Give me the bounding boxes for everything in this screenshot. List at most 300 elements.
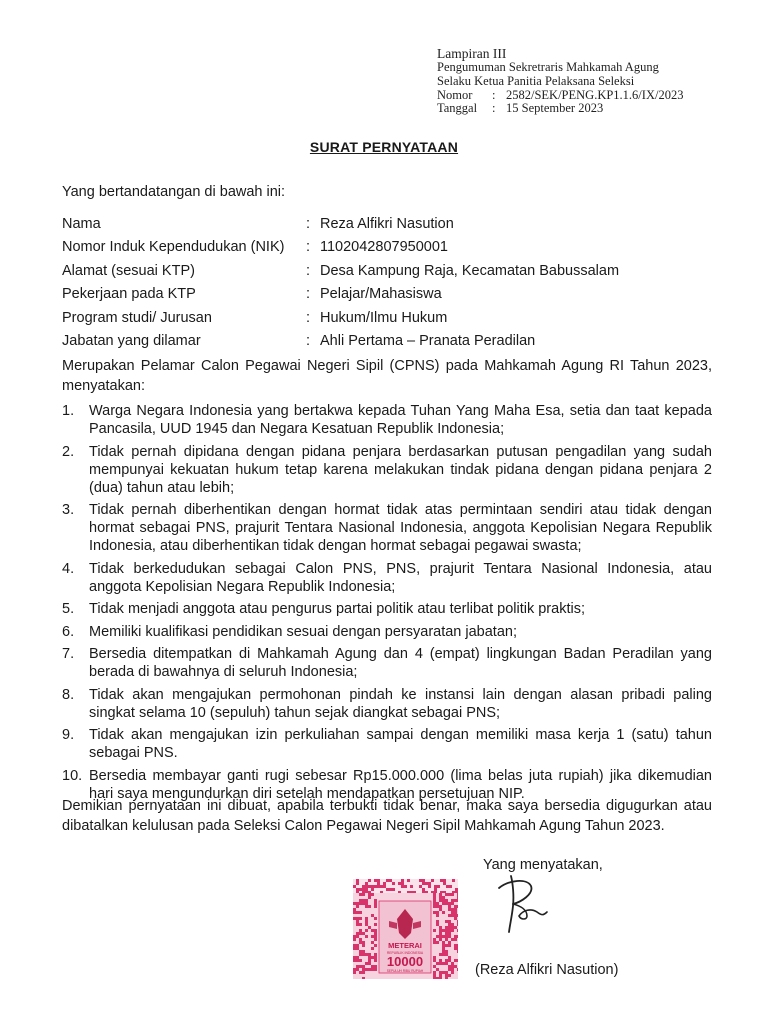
qr-cell xyxy=(448,929,451,932)
qr-cell xyxy=(368,926,371,929)
qr-cell xyxy=(442,911,445,914)
qr-cell xyxy=(401,879,404,882)
qr-cell xyxy=(442,929,445,932)
qr-cell xyxy=(365,953,368,956)
qr-cell xyxy=(359,938,362,941)
qr-cell xyxy=(374,879,377,882)
item-number: 6. xyxy=(62,623,75,640)
qr-cell xyxy=(433,902,436,905)
qr-cell xyxy=(454,905,457,908)
qr-cell xyxy=(371,947,374,950)
qr-cell xyxy=(442,896,445,899)
qr-cell xyxy=(368,956,371,959)
item-text: Tidak pernah dipidana dengan pidana penjara berdasarkan putusan pengadilan yang sudah mempunyai kekuatan hukum tetap karena melakukan tindak pidana dengan pidana penjara 2 (dua) tahun atau lebih; xyxy=(89,443,712,496)
item-text: Bersedia membayar ganti rugi sebesar Rp15.000.000 (lima belas juta rupiah) jika dikemudian hari saya mengundurkan diri setelah mendapatkan persetujuan NIP. xyxy=(89,767,712,802)
qr-cell xyxy=(410,885,413,888)
qr-cell xyxy=(356,923,359,926)
list-item xyxy=(62,501,712,555)
qr-cell xyxy=(353,938,356,941)
qr-cell xyxy=(356,902,359,905)
qr-cell xyxy=(433,911,436,914)
qr-cell xyxy=(356,968,359,971)
qr-cell xyxy=(433,938,436,941)
qr-cell xyxy=(365,899,368,902)
meterai-body xyxy=(353,893,458,979)
qr-cell xyxy=(442,953,445,956)
qr-cell xyxy=(359,917,362,920)
qr-cell xyxy=(383,885,386,888)
item-text: Memiliki kualifikasi pendidikan sesuai dengan persyaratan jabatan; xyxy=(89,623,517,640)
item-number: 10. xyxy=(62,767,83,784)
qr-cell xyxy=(374,885,377,888)
qr-cell xyxy=(436,911,439,914)
qr-cell xyxy=(439,971,442,974)
qr-cell xyxy=(436,935,439,938)
qr-cell xyxy=(457,935,458,938)
item-text: Tidak pernah diberhentikan dengan hormat tidak atas permintaan sendiri atau tidak dengan hormat sebagai PNS, prajurit Tentara Nasional Indonesia, anggota Kepolisian Negara Republik Indonesia, atau diberhentikan tidak dengan hormat sebagai pegawai swasta; xyxy=(89,502,712,554)
qr-cell xyxy=(442,902,445,905)
field-row-program-studi xyxy=(62,306,619,330)
list-item xyxy=(62,686,712,722)
qr-cell xyxy=(436,968,439,971)
lampiran-heading: Lampiran III xyxy=(437,46,507,61)
qr-cell xyxy=(451,908,454,911)
qr-cell xyxy=(457,950,458,953)
qr-cell xyxy=(445,929,448,932)
qr-cell xyxy=(445,950,448,953)
qr-cell xyxy=(454,959,457,962)
field-row-alamat xyxy=(62,259,619,283)
field-label: Alamat (sesuai KTP) xyxy=(62,262,195,279)
qr-cell xyxy=(362,893,365,896)
qr-cell xyxy=(433,899,436,902)
qr-cell xyxy=(437,885,440,888)
qr-cell xyxy=(439,893,442,896)
qr-cell xyxy=(451,938,454,941)
qr-cell xyxy=(428,885,431,888)
qr-cell xyxy=(445,944,448,947)
qr-cell xyxy=(359,971,362,974)
qr-cell xyxy=(439,974,442,977)
item-number: 7. xyxy=(62,646,75,662)
qr-cell xyxy=(365,917,368,920)
qr-cell xyxy=(448,965,451,968)
qr-cell xyxy=(446,885,449,888)
qr-cell xyxy=(436,962,439,965)
item-text: Tidak berkedudukan sebagai Calon PNS, PNS, prajurit Tentara Nasional Indonesia, atau anggota Kepolisian Negara Republik Indonesia; xyxy=(89,560,712,595)
qr-cell xyxy=(439,926,442,929)
qr-cell xyxy=(448,902,451,905)
qr-cell xyxy=(422,879,425,882)
qr-cell xyxy=(439,932,442,935)
qr-cell xyxy=(445,977,448,979)
qr-cell xyxy=(371,893,374,896)
qr-cell xyxy=(392,888,395,891)
qr-cell xyxy=(454,935,457,938)
qr-cell xyxy=(436,977,439,979)
qr-cell xyxy=(362,902,365,905)
meterai-amount: 10000 xyxy=(386,954,424,969)
qr-cell xyxy=(374,935,377,938)
qr-cell xyxy=(359,941,362,944)
qr-cell xyxy=(356,917,359,920)
qr-cell xyxy=(353,944,356,947)
qr-cell xyxy=(455,888,458,891)
qr-cell xyxy=(445,935,448,938)
lampiran-tanggal-row xyxy=(437,102,757,116)
qr-cell xyxy=(448,959,451,962)
qr-cell xyxy=(439,959,442,962)
qr-cell xyxy=(419,885,422,888)
qr-cell xyxy=(371,885,374,888)
meterai-subtext: REPUBLIK INDONESIA xyxy=(386,951,424,955)
field-colon: : xyxy=(306,215,311,232)
field-label: Nomor Induk Kependudukan (NIK) xyxy=(62,239,285,256)
qr-cell xyxy=(436,941,439,944)
item-text: Tidak menjadi anggota atau pengurus partai politik atau terlibat politik praktis; xyxy=(89,601,585,617)
qr-cell xyxy=(454,911,457,914)
field-row-jabatan xyxy=(62,330,619,354)
qr-cell xyxy=(365,968,368,971)
qr-cell xyxy=(448,974,451,977)
item-number: 3. xyxy=(62,502,75,518)
field-label: Program studi/ Jurusan xyxy=(62,309,212,326)
qr-cell xyxy=(452,879,455,882)
item-text: Bersedia ditempatkan di Mahkamah Agung dan 4 (empat) lingkungan Badan Peradilan yang berada di bawahnya di seluruh Indonesia; xyxy=(89,646,712,680)
qr-cell xyxy=(457,914,458,917)
qr-cell xyxy=(445,953,448,956)
qr-cell xyxy=(359,888,362,891)
qr-cell xyxy=(436,905,439,908)
lampiran-line-1: Pengumuman Sekretraris Mahkamah Agung xyxy=(437,60,659,74)
field-label: Nama xyxy=(62,215,101,232)
field-row-nama xyxy=(62,212,619,236)
qr-cell xyxy=(436,902,439,905)
qr-cell xyxy=(356,920,359,923)
nomor-value: 2582/SEK/PENG.KP1.1.6/IX/2023 xyxy=(506,87,684,102)
qr-cell xyxy=(362,968,365,971)
qr-cell xyxy=(445,899,448,902)
qr-cell xyxy=(449,885,452,888)
qr-cell xyxy=(448,905,451,908)
list-item xyxy=(62,600,712,618)
qr-cell xyxy=(451,911,454,914)
qr-cell xyxy=(356,905,359,908)
qr-cell xyxy=(356,956,359,959)
qr-cell xyxy=(443,882,446,885)
signer-label: Yang menyatakan, xyxy=(483,857,603,873)
qr-cell xyxy=(454,914,457,917)
document-title: SURAT PERNYATAAN xyxy=(309,139,459,155)
qr-cell xyxy=(439,935,442,938)
qr-cell xyxy=(401,882,404,885)
qr-cell xyxy=(374,968,377,971)
qr-cell xyxy=(439,899,442,902)
qr-cell xyxy=(374,965,377,968)
qr-cell xyxy=(389,879,392,882)
qr-cell xyxy=(454,899,457,902)
qr-cell xyxy=(365,882,368,885)
qr-cell xyxy=(451,902,454,905)
qr-cell xyxy=(448,968,451,971)
qr-cell xyxy=(445,971,448,974)
statement-list xyxy=(62,402,712,807)
qr-cell xyxy=(457,947,458,950)
qr-cell xyxy=(433,956,436,959)
qr-cell xyxy=(442,944,445,947)
qr-cell xyxy=(436,920,439,923)
qr-cell xyxy=(374,917,377,920)
qr-cell xyxy=(451,929,454,932)
qr-cell xyxy=(443,879,446,882)
qr-cell xyxy=(368,896,371,899)
lampiran-block xyxy=(437,46,757,116)
list-item xyxy=(62,645,712,681)
signer-name: (Reza Alfikri Nasution) xyxy=(475,962,619,978)
qr-cell xyxy=(445,962,448,965)
qr-cell xyxy=(359,893,362,896)
qr-cell xyxy=(433,971,436,974)
qr-cell xyxy=(445,893,448,896)
qr-cell xyxy=(389,888,392,891)
qr-cell xyxy=(359,902,362,905)
qr-cell xyxy=(442,950,445,953)
qr-cell xyxy=(451,968,454,971)
qr-cell xyxy=(353,956,356,959)
qr-cell xyxy=(371,956,374,959)
qr-cell xyxy=(404,885,407,888)
qr-cell xyxy=(362,950,365,953)
list-item xyxy=(62,560,712,596)
qr-cell xyxy=(374,956,377,959)
qr-cell xyxy=(362,941,365,944)
qr-cell xyxy=(425,882,428,885)
qr-cell xyxy=(445,902,448,905)
qr-cell xyxy=(442,971,445,974)
qr-cell xyxy=(407,879,410,882)
qr-cell xyxy=(371,914,374,917)
qr-cell xyxy=(353,911,356,914)
qr-cell xyxy=(365,929,368,932)
nomor-colon: : xyxy=(492,87,496,102)
qr-cell xyxy=(359,950,362,953)
item-number: 5. xyxy=(62,601,75,617)
qr-cell xyxy=(371,968,374,971)
qr-cell xyxy=(374,932,377,935)
qr-cell xyxy=(448,908,451,911)
field-value: Hukum/Ilmu Hukum xyxy=(320,309,448,326)
qr-cell xyxy=(374,902,377,905)
qr-cell xyxy=(433,929,436,932)
qr-cell xyxy=(374,959,377,962)
qr-cell xyxy=(457,959,458,962)
qr-cell xyxy=(454,947,457,950)
qr-cell xyxy=(362,899,365,902)
qr-cell xyxy=(445,974,448,977)
qr-cell xyxy=(454,944,457,947)
qr-cell xyxy=(359,953,362,956)
tanggal-value: 15 September 2023 xyxy=(506,101,604,116)
qr-cell xyxy=(353,971,356,974)
qr-cell xyxy=(356,932,359,935)
qr-cell xyxy=(434,888,437,891)
qr-cell xyxy=(365,888,368,891)
qr-cell xyxy=(445,959,448,962)
qr-cell xyxy=(439,905,442,908)
qr-cell xyxy=(448,923,451,926)
qr-cell xyxy=(368,959,371,962)
qr-cell xyxy=(353,935,356,938)
qr-cell xyxy=(356,882,359,885)
qr-cell xyxy=(374,929,377,932)
qr-cell xyxy=(454,965,457,968)
qr-cell xyxy=(439,977,442,979)
item-number: 2. xyxy=(62,443,75,460)
qr-cell xyxy=(436,923,439,926)
qr-cell xyxy=(386,879,389,882)
qr-cell xyxy=(398,882,401,885)
qr-cell xyxy=(448,932,451,935)
qr-cell xyxy=(448,944,451,947)
qr-cell xyxy=(448,893,451,896)
meterai-amount-sub: SEPULUH RIBU RUPIAH xyxy=(386,969,424,973)
qr-cell xyxy=(439,896,442,899)
qr-cell xyxy=(365,962,368,965)
qr-cell xyxy=(457,944,458,947)
qr-cell xyxy=(451,971,454,974)
qr-cell xyxy=(445,932,448,935)
signature-image xyxy=(497,872,557,934)
qr-cell xyxy=(368,893,371,896)
qr-cell xyxy=(380,885,383,888)
qr-cell xyxy=(359,923,362,926)
qr-cell xyxy=(365,935,368,938)
qr-cell xyxy=(356,947,359,950)
qr-cell xyxy=(442,941,445,944)
qr-cell xyxy=(442,899,445,902)
qr-cell xyxy=(374,938,377,941)
list-item xyxy=(62,726,712,762)
qr-cell xyxy=(451,923,454,926)
qr-cell xyxy=(392,882,395,885)
qr-cell xyxy=(359,911,362,914)
identity-fields xyxy=(62,212,619,353)
field-value: Pelajar/Mahasiswa xyxy=(320,286,442,303)
qr-cell xyxy=(448,935,451,938)
lampiran-nomor-row xyxy=(437,89,757,103)
qr-cell xyxy=(365,920,368,923)
qr-cell xyxy=(439,953,442,956)
qr-cell xyxy=(371,929,374,932)
qr-cell xyxy=(454,926,457,929)
qr-cell xyxy=(368,968,371,971)
meterai-label: METERAI xyxy=(388,941,422,950)
qr-cell xyxy=(439,908,442,911)
qr-cell xyxy=(359,965,362,968)
qr-cell xyxy=(353,959,356,962)
qr-cell xyxy=(433,959,436,962)
qr-cell xyxy=(359,929,362,932)
qr-cell xyxy=(433,893,436,896)
qr-cell xyxy=(365,923,368,926)
qr-cell xyxy=(433,974,436,977)
qr-cell xyxy=(359,932,362,935)
qr-cell xyxy=(368,953,371,956)
list-item xyxy=(62,402,712,438)
qr-cell xyxy=(439,962,442,965)
field-row-pekerjaan xyxy=(62,283,619,307)
qr-cell xyxy=(419,879,422,882)
description-paragraph: Merupakan Pelamar Calon Pegawai Negeri Sipil (CPNS) pada Mahkamah Agung RI Tahun 2023, menyatakan: xyxy=(62,358,712,394)
qr-cell xyxy=(356,944,359,947)
qr-cell xyxy=(365,885,368,888)
qr-cell xyxy=(440,879,443,882)
qr-cell xyxy=(448,926,451,929)
qr-cell xyxy=(448,956,451,959)
qr-cell xyxy=(374,899,377,902)
qr-cell xyxy=(368,905,371,908)
field-colon: : xyxy=(306,333,311,350)
list-item xyxy=(62,443,712,497)
qr-cell xyxy=(374,905,377,908)
qr-cell xyxy=(356,911,359,914)
qr-cell xyxy=(362,965,365,968)
qr-cell xyxy=(362,971,365,974)
qr-cell xyxy=(356,959,359,962)
qr-cell xyxy=(401,885,404,888)
field-colon: : xyxy=(306,286,311,303)
qr-cell xyxy=(386,888,389,891)
qr-cell xyxy=(457,968,458,971)
item-text: Warga Negara Indonesia yang bertakwa kepada Tuhan Yang Maha Esa, setia dan taat kepada Pancasila, UUD 1945 dan Negara Kesatuan Republik Indonesia; xyxy=(89,403,712,437)
qr-cell xyxy=(353,968,356,971)
qr-cell xyxy=(448,914,451,917)
qr-cell xyxy=(371,935,374,938)
qr-cell xyxy=(353,885,356,888)
qr-cell xyxy=(362,885,365,888)
field-value: 1102042807950001 xyxy=(320,239,448,256)
qr-cell xyxy=(374,944,377,947)
qr-cell xyxy=(433,977,436,979)
qr-cell xyxy=(457,920,458,923)
qr-cell xyxy=(371,965,374,968)
qr-cell xyxy=(377,882,380,885)
qr-cell xyxy=(368,885,371,888)
field-colon: : xyxy=(306,262,311,279)
qr-cell xyxy=(448,941,451,944)
qr-cell xyxy=(451,926,454,929)
qr-cell xyxy=(439,929,442,932)
qr-cell xyxy=(374,953,377,956)
field-value: Reza Alfikri Nasution xyxy=(320,215,454,232)
qr-cell xyxy=(457,893,458,896)
qr-cell xyxy=(356,888,359,891)
qr-cell xyxy=(457,899,458,902)
qr-cell xyxy=(445,938,448,941)
qr-cell xyxy=(353,908,356,911)
field-colon: : xyxy=(306,239,311,256)
qr-cell xyxy=(422,882,425,885)
qr-cell xyxy=(454,908,457,911)
qr-cell xyxy=(454,917,457,920)
field-colon: : xyxy=(306,309,311,326)
field-value: Desa Kampung Raja, Kecamatan Babussalam xyxy=(320,262,620,279)
field-value: Ahli Pertama – Pranata Peradilan xyxy=(320,333,536,350)
qr-cell xyxy=(359,959,362,962)
qr-cell xyxy=(356,879,359,882)
qr-cell xyxy=(359,899,362,902)
nomor-label: Nomor xyxy=(437,87,473,102)
